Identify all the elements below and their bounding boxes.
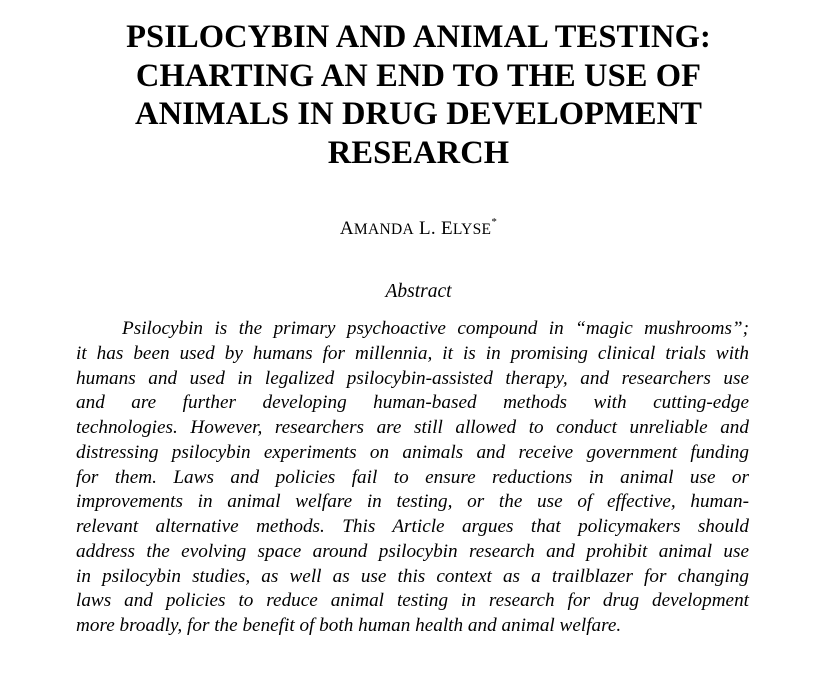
abstract-line: Psilocybin is the primary psychoactive compound in “magic mushrooms”; bbox=[122, 318, 749, 339]
abstract-line: in psilocybin studies, as well as use this context as a trailblazer for changing bbox=[76, 565, 749, 587]
author-byline bbox=[0, 215, 837, 241]
abstract-line: humans and used in legalized psilocybin-assisted therapy, and researchers use bbox=[76, 367, 749, 389]
author-first-rest: MANDA bbox=[353, 221, 414, 238]
abstract-line: improvements in animal welfare in testing, or the use of effective, human- bbox=[76, 491, 749, 513]
author-first-initial: A bbox=[339, 218, 354, 239]
abstract-line: and are further developing human-based methods with cutting-edge bbox=[76, 392, 749, 414]
title-line: RESEARCH bbox=[327, 134, 510, 171]
abstract-line: it has been used by humans for millennia, it is in promising clinical trials with bbox=[76, 342, 749, 364]
abstract-line: more broadly, for the benefit of both human health and animal welfare. bbox=[76, 615, 622, 636]
abstract-body bbox=[76, 317, 749, 639]
title-line: CHARTING AN END TO THE USE OF bbox=[135, 57, 702, 94]
abstract-line: for them. Laws and policies fail to ensure reductions in animal use or bbox=[76, 466, 749, 488]
title-line: PSILOCYBIN AND ANIMAL TESTING: bbox=[126, 19, 711, 55]
abstract-heading: Abstract bbox=[385, 281, 452, 302]
paper-title bbox=[40, 18, 797, 172]
author-footnote-mark: * bbox=[491, 215, 498, 228]
abstract-line: laws and policies to reduce animal testing in research for drug development bbox=[76, 590, 749, 612]
abstract-line: distressing psilocybin experiments on animals and receive government funding bbox=[76, 441, 749, 463]
abstract-line: relevant alternative methods. This Article argues that policymakers should bbox=[76, 516, 749, 537]
title-line: ANIMALS IN DRUG DEVELOPMENT bbox=[135, 96, 702, 132]
abstract-line: address the evolving space around psilocybin research and prohibit animal use bbox=[76, 540, 749, 562]
author-middle: L. bbox=[413, 218, 442, 239]
author-last-rest: LYSE bbox=[452, 221, 492, 238]
abstract-line: technologies. However, researchers are still allowed to conduct unreliable and bbox=[76, 417, 749, 438]
author-last-initial: E bbox=[441, 218, 453, 239]
